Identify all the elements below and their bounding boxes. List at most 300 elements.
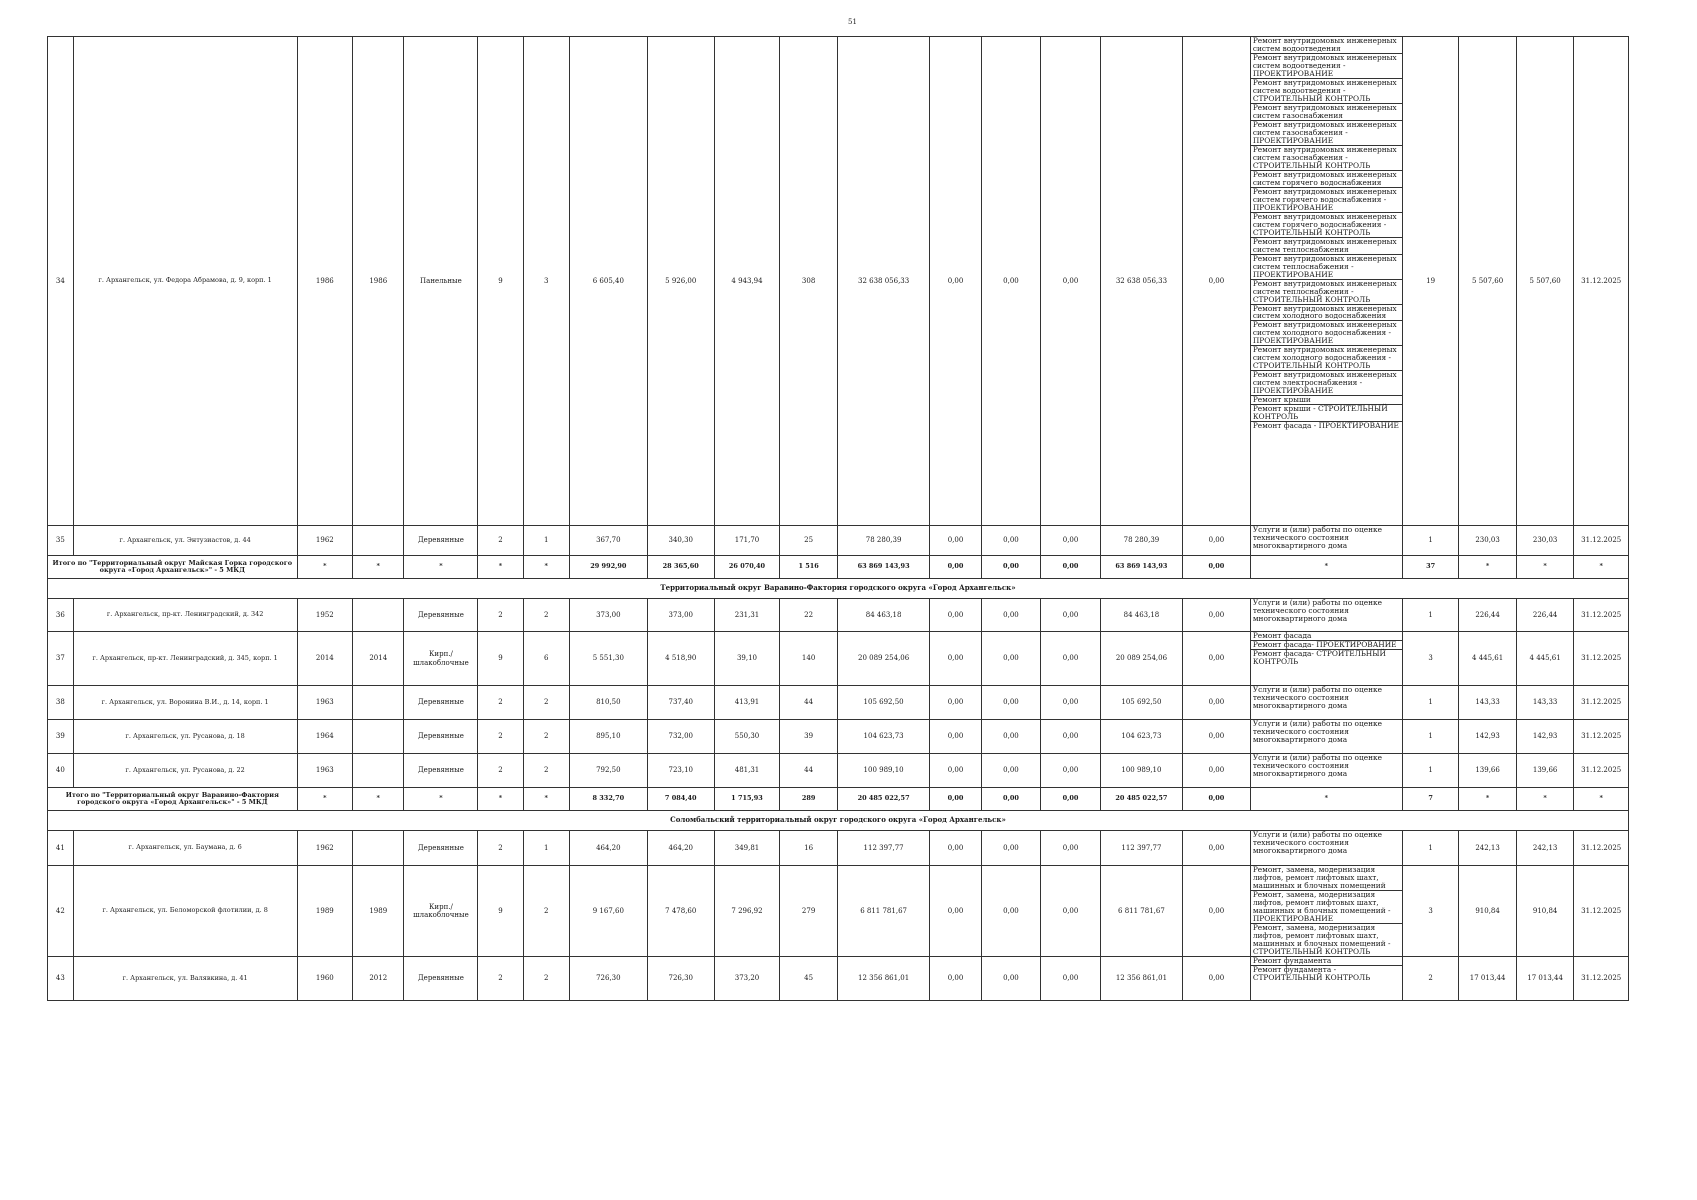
cell-s3: 4 943,94 bbox=[714, 37, 780, 526]
address-cell: г. Архангельск, пр-кт. Ленинградский, д. 345, корп. 1 bbox=[73, 632, 297, 686]
cell-o2: 0,00 bbox=[1183, 956, 1251, 1000]
cell-own: 6 811 781,67 bbox=[1100, 866, 1182, 957]
cell-en: 2 bbox=[523, 599, 569, 632]
cell-mat: Деревянные bbox=[404, 956, 478, 1000]
work-type-item: Ремонт внутридомовых инженерных систем газоснабжения bbox=[1251, 104, 1402, 121]
cell-mat: Деревянные bbox=[404, 526, 478, 556]
work-type-item: Ремонт крыши - СТРОИТЕЛЬНЫЙ КОНТРОЛЬ bbox=[1251, 405, 1402, 422]
cell-res: 22 bbox=[780, 599, 838, 632]
work-type-item: Услуги и (или) работы по оценке технического состояния многоквартирного дома bbox=[1252, 719, 1382, 744]
cell-sum: 12 356 861,01 bbox=[837, 956, 929, 1000]
cell-sum: 104 623,73 bbox=[837, 720, 929, 754]
address-cell: г. Архангельск, ул. Энтузиастов, д. 44 bbox=[73, 526, 297, 556]
cell-o2: 0,00 bbox=[1183, 37, 1251, 526]
cell-date: 31.12.2025 bbox=[1574, 831, 1629, 866]
cell-s3: 373,20 bbox=[714, 956, 780, 1000]
cell-s1: 895,10 bbox=[569, 720, 647, 754]
cell-sum: 63 869 143,93 bbox=[837, 556, 929, 579]
cell-cnt: 3 bbox=[1402, 632, 1459, 686]
cell-f1: 0,00 bbox=[930, 37, 981, 526]
cell-date: 31.12.2025 bbox=[1574, 599, 1629, 632]
cell-y1: 1952 bbox=[297, 599, 352, 632]
cell-f3: 0,00 bbox=[1041, 686, 1101, 720]
cell-o2: 0,00 bbox=[1183, 720, 1251, 754]
total-label: Итого по "Территориальный округ Варавино-Фактория городского округа «Город Архангельск»" - 5 МКД bbox=[48, 788, 298, 811]
work-type-item: Ремонт фасада bbox=[1251, 632, 1402, 641]
cell-f2: 0,00 bbox=[981, 831, 1041, 866]
cell-cnt: 2 bbox=[1402, 956, 1459, 1000]
total-row bbox=[48, 556, 1629, 579]
cell-o2: 0,00 bbox=[1183, 831, 1251, 866]
cell-c2: * bbox=[1516, 556, 1574, 579]
cell-cnt: 1 bbox=[1402, 686, 1459, 720]
cell-c1: 142,93 bbox=[1459, 720, 1517, 754]
cell-date: 31.12.2025 bbox=[1574, 37, 1629, 526]
address-cell: г. Архангельск, ул. Русанова, д. 18 bbox=[73, 720, 297, 754]
work-type-item: Ремонт внутридомовых инженерных систем электроснабжения - ПРОЕКТИРОВАНИЕ bbox=[1251, 371, 1402, 396]
cell-res: 289 bbox=[780, 788, 838, 811]
cell-s2: 4 518,90 bbox=[647, 632, 714, 686]
cell-fl: 2 bbox=[478, 956, 523, 1000]
cell-en: * bbox=[523, 788, 569, 811]
cell-en: 2 bbox=[523, 720, 569, 754]
cell-s2: 732,00 bbox=[647, 720, 714, 754]
cell-sum: 20 485 022,57 bbox=[837, 788, 929, 811]
cell-f1: 0,00 bbox=[930, 526, 981, 556]
cell-y2 bbox=[353, 831, 404, 866]
work-types-cell bbox=[1250, 686, 1402, 720]
cell-o2: 0,00 bbox=[1183, 754, 1251, 788]
table-row bbox=[48, 37, 1629, 526]
work-types-cell: * bbox=[1250, 788, 1402, 811]
total-row bbox=[48, 788, 1629, 811]
cell-en: * bbox=[523, 556, 569, 579]
cell-s1: 367,70 bbox=[569, 526, 647, 556]
cell-f2: 0,00 bbox=[981, 720, 1041, 754]
cell-own: 104 623,73 bbox=[1100, 720, 1182, 754]
address-cell: г. Архангельск, ул. Беломорской флотилии, д. 8 bbox=[73, 866, 297, 957]
work-type-item: Ремонт фасада- ПРОЕКТИРОВАНИЕ bbox=[1251, 641, 1402, 650]
cell-s3: 39,10 bbox=[714, 632, 780, 686]
cell-y1: 1989 bbox=[297, 866, 352, 957]
cell-y1: 1963 bbox=[297, 754, 352, 788]
cell-s3: 171,70 bbox=[714, 526, 780, 556]
cell-o2: 0,00 bbox=[1183, 599, 1251, 632]
cell-fl: 9 bbox=[478, 37, 523, 526]
cell-s3: 550,30 bbox=[714, 720, 780, 754]
work-type-item: Услуги и (или) работы по оценке технического состояния многоквартирного дома bbox=[1252, 830, 1382, 855]
cell-fl: * bbox=[478, 556, 523, 579]
cell-f2: 0,00 bbox=[981, 526, 1041, 556]
cell-s1: 5 551,30 bbox=[569, 632, 647, 686]
work-types-list bbox=[1251, 754, 1402, 778]
cell-mat: Кирп./ шлакоблочные bbox=[404, 866, 478, 957]
cell-y2: * bbox=[353, 556, 404, 579]
cell-s1: 8 332,70 bbox=[569, 788, 647, 811]
work-types-list bbox=[1251, 957, 1402, 982]
cell-res: 279 bbox=[780, 866, 838, 957]
cell-sum: 20 089 254,06 bbox=[837, 632, 929, 686]
cell-f3: 0,00 bbox=[1041, 866, 1101, 957]
cell-s1: 9 167,60 bbox=[569, 866, 647, 957]
cell-own: 32 638 056,33 bbox=[1100, 37, 1182, 526]
work-type-item: Ремонт внутридомовых инженерных систем газоснабжения - ПРОЕКТИРОВАНИЕ bbox=[1251, 121, 1402, 146]
cell-f3: 0,00 bbox=[1041, 599, 1101, 632]
work-type-item: Ремонт, замена, модернизация лифтов, ремонт лифтовых шахт, машинных и блочных помещений - ПРОЕКТИРОВАНИЕ bbox=[1251, 891, 1402, 924]
row-number: 36 bbox=[48, 599, 74, 632]
cell-y1: 1986 bbox=[297, 37, 352, 526]
cell-cnt: 1 bbox=[1402, 754, 1459, 788]
cell-f3: 0,00 bbox=[1041, 831, 1101, 866]
cell-own: 105 692,50 bbox=[1100, 686, 1182, 720]
work-type-item: Ремонт внутридомовых инженерных систем холодного водоснабжения bbox=[1251, 305, 1402, 322]
cell-mat: Деревянные bbox=[404, 754, 478, 788]
cell-f3: 0,00 bbox=[1041, 720, 1101, 754]
work-types-list bbox=[1251, 37, 1402, 430]
cell-date: 31.12.2025 bbox=[1574, 526, 1629, 556]
cell-f1: 0,00 bbox=[930, 686, 981, 720]
cell-y2: 1989 bbox=[353, 866, 404, 957]
cell-o2: 0,00 bbox=[1183, 788, 1251, 811]
cell-mat: Кирп./ шлакоблочные bbox=[404, 632, 478, 686]
cell-y1: 1960 bbox=[297, 956, 352, 1000]
cell-res: 44 bbox=[780, 754, 838, 788]
cell-mat: Деревянные bbox=[404, 720, 478, 754]
cell-s3: 349,81 bbox=[714, 831, 780, 866]
cell-own: 84 463,18 bbox=[1100, 599, 1182, 632]
cell-s3: 1 715,93 bbox=[714, 788, 780, 811]
cell-sum: 78 280,39 bbox=[837, 526, 929, 556]
work-type-item: Ремонт фасада - ПРОЕКТИРОВАНИЕ bbox=[1252, 421, 1399, 431]
work-type-item: Ремонт внутридомовых инженерных систем теплоснабжения bbox=[1251, 238, 1402, 255]
address-cell: г. Архангельск, ул. Федора Абрамова, д. 9, корп. 1 bbox=[73, 37, 297, 526]
cell-y1: * bbox=[297, 788, 352, 811]
work-type-item: Услуги и (или) работы по оценке технического состояния многоквартирного дома bbox=[1252, 753, 1382, 778]
cell-mat: * bbox=[404, 556, 478, 579]
cell-cnt: 19 bbox=[1402, 37, 1459, 526]
row-number: 35 bbox=[48, 526, 74, 556]
cell-res: 16 bbox=[780, 831, 838, 866]
cell-fl: * bbox=[478, 788, 523, 811]
section-title: Территориальный округ Варавино-Фактория городского округа «Город Архангельск» bbox=[48, 579, 1629, 599]
cell-y1: 1964 bbox=[297, 720, 352, 754]
cell-y2: 1986 bbox=[353, 37, 404, 526]
cell-en: 1 bbox=[523, 831, 569, 866]
cell-f2: 0,00 bbox=[981, 788, 1041, 811]
cell-fl: 2 bbox=[478, 599, 523, 632]
cell-sum: 84 463,18 bbox=[837, 599, 929, 632]
cell-s2: 5 926,00 bbox=[647, 37, 714, 526]
cell-f3: 0,00 bbox=[1041, 788, 1101, 811]
cell-sum: 112 397,77 bbox=[837, 831, 929, 866]
row-number: 43 bbox=[48, 956, 74, 1000]
cell-f2: 0,00 bbox=[981, 599, 1041, 632]
cell-s3: 481,31 bbox=[714, 754, 780, 788]
section-header-row bbox=[48, 811, 1629, 831]
work-types-cell bbox=[1250, 599, 1402, 632]
total-label: Итого по "Территориальный округ Майская Горка городского округа «Город Архангельск»" - 5 МКД bbox=[48, 556, 298, 579]
cell-fl: 2 bbox=[478, 754, 523, 788]
work-type-item: Услуги и (или) работы по оценке технического состояния многоквартирного дома bbox=[1252, 685, 1382, 710]
table-row bbox=[48, 720, 1629, 754]
cell-s1: 810,50 bbox=[569, 686, 647, 720]
cell-date: 31.12.2025 bbox=[1574, 686, 1629, 720]
cell-own: 20 485 022,57 bbox=[1100, 788, 1182, 811]
cell-c1: 139,66 bbox=[1459, 754, 1517, 788]
cell-f3: 0,00 bbox=[1041, 37, 1101, 526]
cell-y2 bbox=[353, 526, 404, 556]
table-row bbox=[48, 956, 1629, 1000]
work-type-item: Ремонт внутридомовых инженерных систем газоснабжения - СТРОИТЕЛЬНЫЙ КОНТРОЛЬ bbox=[1251, 146, 1402, 171]
work-types-cell bbox=[1250, 720, 1402, 754]
cell-f3: 0,00 bbox=[1041, 956, 1101, 1000]
cell-f3: 0,00 bbox=[1041, 526, 1101, 556]
cell-res: 25 bbox=[780, 526, 838, 556]
cell-f2: 0,00 bbox=[981, 37, 1041, 526]
cell-date: * bbox=[1574, 788, 1629, 811]
cell-sum: 105 692,50 bbox=[837, 686, 929, 720]
cell-mat: Панельные bbox=[404, 37, 478, 526]
row-number: 39 bbox=[48, 720, 74, 754]
cell-f1: 0,00 bbox=[930, 831, 981, 866]
cell-date: 31.12.2025 bbox=[1574, 754, 1629, 788]
cell-c2: 5 507,60 bbox=[1516, 37, 1574, 526]
cell-c1: 4 445,61 bbox=[1459, 632, 1517, 686]
cell-o2: 0,00 bbox=[1183, 866, 1251, 957]
cell-res: 1 516 bbox=[780, 556, 838, 579]
cell-o2: 0,00 bbox=[1183, 556, 1251, 579]
cell-mat: Деревянные bbox=[404, 686, 478, 720]
work-types-cell bbox=[1250, 831, 1402, 866]
cell-date: 31.12.2025 bbox=[1574, 956, 1629, 1000]
cell-cnt: 1 bbox=[1402, 599, 1459, 632]
cell-f1: 0,00 bbox=[930, 632, 981, 686]
cell-date: 31.12.2025 bbox=[1574, 866, 1629, 957]
cell-y2 bbox=[353, 686, 404, 720]
cell-s3: 231,31 bbox=[714, 599, 780, 632]
cell-sum: 6 811 781,67 bbox=[837, 866, 929, 957]
cell-f1: 0,00 bbox=[930, 788, 981, 811]
address-cell: г. Архангельск, ул. Воронина В.И., д. 14, корп. 1 bbox=[73, 686, 297, 720]
cell-c2: 142,93 bbox=[1516, 720, 1574, 754]
work-types-cell bbox=[1250, 526, 1402, 556]
cell-s2: 726,30 bbox=[647, 956, 714, 1000]
cell-y2: 2014 bbox=[353, 632, 404, 686]
capital-repair-register-table bbox=[47, 36, 1629, 1001]
cell-c1: 910,84 bbox=[1459, 866, 1517, 957]
cell-cnt: 1 bbox=[1402, 831, 1459, 866]
cell-en: 2 bbox=[523, 866, 569, 957]
table-row bbox=[48, 831, 1629, 866]
cell-c2: 4 445,61 bbox=[1516, 632, 1574, 686]
cell-f1: 0,00 bbox=[930, 956, 981, 1000]
cell-f1: 0,00 bbox=[930, 720, 981, 754]
cell-s2: 373,00 bbox=[647, 599, 714, 632]
work-types-list bbox=[1251, 866, 1402, 956]
cell-date: 31.12.2025 bbox=[1574, 720, 1629, 754]
work-type-item: Ремонт внутридомовых инженерных систем холодного водоснабжения - ПРОЕКТИРОВАНИЕ bbox=[1251, 321, 1402, 346]
cell-o2: 0,00 bbox=[1183, 686, 1251, 720]
cell-c2: 242,13 bbox=[1516, 831, 1574, 866]
cell-cnt: 1 bbox=[1402, 526, 1459, 556]
section-header-row bbox=[48, 579, 1629, 599]
cell-o2: 0,00 bbox=[1183, 526, 1251, 556]
work-types-list bbox=[1251, 686, 1402, 710]
cell-s1: 464,20 bbox=[569, 831, 647, 866]
cell-y2 bbox=[353, 754, 404, 788]
section-title: Соломбальский территориальный округ городского округа «Город Архангельск» bbox=[48, 811, 1629, 831]
cell-cnt: 37 bbox=[1402, 556, 1459, 579]
cell-en: 2 bbox=[523, 754, 569, 788]
cell-c2: 139,66 bbox=[1516, 754, 1574, 788]
cell-own: 78 280,39 bbox=[1100, 526, 1182, 556]
cell-s2: 7 084,40 bbox=[647, 788, 714, 811]
work-type-item: Ремонт крыши bbox=[1251, 396, 1402, 405]
cell-sum: 100 989,10 bbox=[837, 754, 929, 788]
cell-s1: 29 992,90 bbox=[569, 556, 647, 579]
row-number: 42 bbox=[48, 866, 74, 957]
row-number: 34 bbox=[48, 37, 74, 526]
cell-y1: 2014 bbox=[297, 632, 352, 686]
cell-y1: 1963 bbox=[297, 686, 352, 720]
cell-res: 44 bbox=[780, 686, 838, 720]
cell-f1: 0,00 bbox=[930, 599, 981, 632]
cell-s3: 413,91 bbox=[714, 686, 780, 720]
cell-f2: 0,00 bbox=[981, 754, 1041, 788]
cell-o2: 0,00 bbox=[1183, 632, 1251, 686]
work-types-list bbox=[1251, 526, 1402, 550]
table-row bbox=[48, 686, 1629, 720]
cell-c2: 143,33 bbox=[1516, 686, 1574, 720]
cell-c1: * bbox=[1459, 556, 1517, 579]
work-type-item: Ремонт внутридомовых инженерных систем холодного водоснабжения - СТРОИТЕЛЬНЫЙ КОНТРОЛЬ bbox=[1251, 346, 1402, 371]
table-row bbox=[48, 866, 1629, 957]
work-type-item: Ремонт внутридомовых инженерных систем водоотведения bbox=[1251, 37, 1402, 54]
cell-c2: 17 013,44 bbox=[1516, 956, 1574, 1000]
cell-cnt: 7 bbox=[1402, 788, 1459, 811]
work-types-cell bbox=[1250, 632, 1402, 686]
table-row bbox=[48, 599, 1629, 632]
page-number: 51 bbox=[848, 18, 857, 26]
cell-f3: 0,00 bbox=[1041, 556, 1101, 579]
work-types-cell: * bbox=[1250, 556, 1402, 579]
cell-own: 20 089 254,06 bbox=[1100, 632, 1182, 686]
address-cell: г. Архангельск, пр-кт. Ленинградский, д. 342 bbox=[73, 599, 297, 632]
address-cell: г. Архангельск, ул. Русанова, д. 22 bbox=[73, 754, 297, 788]
work-type-item: Услуги и (или) работы по оценке технического состояния многоквартирного дома bbox=[1252, 598, 1382, 623]
cell-c2: 910,84 bbox=[1516, 866, 1574, 957]
cell-c1: 143,33 bbox=[1459, 686, 1517, 720]
cell-s1: 373,00 bbox=[569, 599, 647, 632]
work-type-item: Ремонт внутридомовых инженерных систем водоотведения - СТРОИТЕЛЬНЫЙ КОНТРОЛЬ bbox=[1251, 79, 1402, 104]
cell-s2: 464,20 bbox=[647, 831, 714, 866]
cell-c1: 242,13 bbox=[1459, 831, 1517, 866]
cell-f3: 0,00 bbox=[1041, 632, 1101, 686]
work-types-cell bbox=[1250, 37, 1402, 526]
work-type-item: Ремонт, замена, модернизация лифтов, ремонт лифтовых шахт, машинных и блочных помещений bbox=[1251, 866, 1402, 891]
table-row bbox=[48, 526, 1629, 556]
work-type-item: Ремонт фасада- СТРОИТЕЛЬНЫЙ КОНТРОЛЬ bbox=[1252, 648, 1386, 666]
cell-s2: 723,10 bbox=[647, 754, 714, 788]
work-type-item: Ремонт фундамента - СТРОИТЕЛЬНЫЙ КОНТРОЛЬ bbox=[1252, 964, 1371, 982]
address-cell: г. Архангельск, ул. Валявкина, д. 41 bbox=[73, 956, 297, 1000]
cell-sum: 32 638 056,33 bbox=[837, 37, 929, 526]
cell-y1: 1962 bbox=[297, 526, 352, 556]
cell-fl: 2 bbox=[478, 831, 523, 866]
cell-en: 2 bbox=[523, 956, 569, 1000]
cell-res: 308 bbox=[780, 37, 838, 526]
cell-y2: * bbox=[353, 788, 404, 811]
table-row bbox=[48, 632, 1629, 686]
cell-en: 3 bbox=[523, 37, 569, 526]
cell-en: 6 bbox=[523, 632, 569, 686]
work-types-list bbox=[1251, 599, 1402, 623]
address-cell: г. Архангельск, ул. Баумана, д. 6 bbox=[73, 831, 297, 866]
work-type-item: Ремонт внутридомовых инженерных систем горячего водоснабжения - ПРОЕКТИРОВАНИЕ bbox=[1251, 188, 1402, 213]
cell-s3: 7 296,92 bbox=[714, 866, 780, 957]
row-number: 38 bbox=[48, 686, 74, 720]
work-types-cell bbox=[1250, 956, 1402, 1000]
work-types-list bbox=[1251, 831, 1402, 855]
cell-y2 bbox=[353, 720, 404, 754]
work-type-item: Ремонт, замена, модернизация лифтов, ремонт лифтовых шахт, машинных и блочных помещений - СТРОИТЕЛЬНЫЙ КОНТРОЛЬ bbox=[1252, 922, 1391, 956]
cell-date: * bbox=[1574, 556, 1629, 579]
cell-own: 100 989,10 bbox=[1100, 754, 1182, 788]
row-number: 41 bbox=[48, 831, 74, 866]
cell-s1: 792,50 bbox=[569, 754, 647, 788]
work-type-item: Ремонт внутридомовых инженерных систем теплоснабжения - СТРОИТЕЛЬНЫЙ КОНТРОЛЬ bbox=[1251, 280, 1402, 305]
cell-res: 39 bbox=[780, 720, 838, 754]
work-type-item: Ремонт внутридомовых инженерных систем горячего водоснабжения bbox=[1251, 171, 1402, 188]
cell-mat: Деревянные bbox=[404, 831, 478, 866]
cell-c2: 226,44 bbox=[1516, 599, 1574, 632]
cell-f2: 0,00 bbox=[981, 686, 1041, 720]
cell-c1: 230,03 bbox=[1459, 526, 1517, 556]
cell-s2: 340,30 bbox=[647, 526, 714, 556]
work-types-cell bbox=[1250, 754, 1402, 788]
cell-fl: 2 bbox=[478, 720, 523, 754]
work-types-cell bbox=[1250, 866, 1402, 957]
cell-y2: 2012 bbox=[353, 956, 404, 1000]
cell-res: 45 bbox=[780, 956, 838, 1000]
cell-fl: 2 bbox=[478, 526, 523, 556]
cell-f2: 0,00 bbox=[981, 956, 1041, 1000]
cell-c1: 226,44 bbox=[1459, 599, 1517, 632]
cell-f1: 0,00 bbox=[930, 754, 981, 788]
cell-c1: * bbox=[1459, 788, 1517, 811]
work-types-list bbox=[1251, 632, 1402, 666]
cell-y1: * bbox=[297, 556, 352, 579]
cell-own: 63 869 143,93 bbox=[1100, 556, 1182, 579]
cell-y2 bbox=[353, 599, 404, 632]
cell-en: 2 bbox=[523, 686, 569, 720]
work-type-item: Ремонт внутридомовых инженерных систем водоотведения - ПРОЕКТИРОВАНИЕ bbox=[1251, 54, 1402, 79]
work-types-list bbox=[1251, 720, 1402, 744]
cell-c2: 230,03 bbox=[1516, 526, 1574, 556]
cell-en: 1 bbox=[523, 526, 569, 556]
cell-fl: 9 bbox=[478, 866, 523, 957]
cell-s1: 726,30 bbox=[569, 956, 647, 1000]
table-row bbox=[48, 754, 1629, 788]
cell-own: 112 397,77 bbox=[1100, 831, 1182, 866]
cell-own: 12 356 861,01 bbox=[1100, 956, 1182, 1000]
cell-res: 140 bbox=[780, 632, 838, 686]
cell-s1: 6 605,40 bbox=[569, 37, 647, 526]
cell-c1: 5 507,60 bbox=[1459, 37, 1517, 526]
cell-f2: 0,00 bbox=[981, 632, 1041, 686]
cell-cnt: 3 bbox=[1402, 866, 1459, 957]
cell-f3: 0,00 bbox=[1041, 754, 1101, 788]
